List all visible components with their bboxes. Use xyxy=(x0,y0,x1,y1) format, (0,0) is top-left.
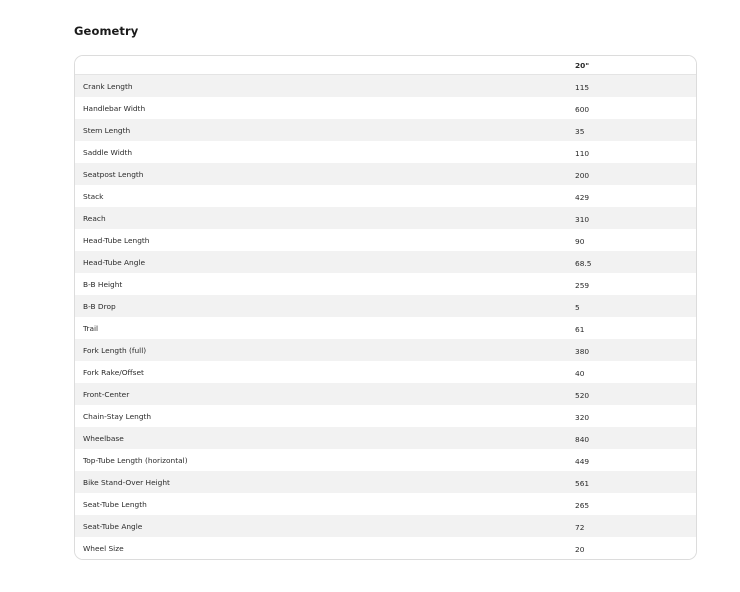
row-value: 68.5 xyxy=(575,258,592,268)
table-row xyxy=(75,229,696,251)
row-label: Head-Tube Angle xyxy=(83,257,146,267)
row-value: 35 xyxy=(575,126,585,136)
row-label: Seat-Tube Angle xyxy=(83,521,143,531)
table-row xyxy=(75,493,696,515)
row-value: 20 xyxy=(575,544,585,554)
row-value: 320 xyxy=(575,412,590,422)
row-value: 72 xyxy=(575,522,585,532)
row-value: 40 xyxy=(575,368,585,378)
row-value: 310 xyxy=(575,214,590,224)
table-row xyxy=(75,251,696,273)
table-row xyxy=(75,97,696,119)
row-label: Head-Tube Length xyxy=(83,235,150,245)
row-value: 840 xyxy=(575,434,590,444)
row-value: 449 xyxy=(575,456,590,466)
row-label: Wheel Size xyxy=(83,543,124,553)
table-row xyxy=(75,185,696,207)
row-label: Saddle Width xyxy=(83,147,133,157)
table-row xyxy=(75,317,696,339)
row-label: B-B Height xyxy=(83,279,123,289)
row-value: 429 xyxy=(575,192,590,202)
table-row xyxy=(75,383,696,405)
row-label: Fork Length (full) xyxy=(83,345,147,355)
row-label: B-B Drop xyxy=(83,301,116,311)
table-row xyxy=(75,449,696,471)
row-label: Stem Length xyxy=(83,125,131,135)
table-header-row xyxy=(75,56,696,75)
row-value: 115 xyxy=(575,82,590,92)
row-value: 265 xyxy=(575,500,590,510)
table-row xyxy=(75,537,696,559)
row-label: Seatpost Length xyxy=(83,169,144,179)
row-label: Trail xyxy=(83,323,99,333)
row-value: 90 xyxy=(575,236,585,246)
row-label: Stack xyxy=(83,191,104,201)
table-row xyxy=(75,361,696,383)
row-value: 200 xyxy=(575,170,590,180)
row-label: Seat-Tube Length xyxy=(83,499,147,509)
table-row xyxy=(75,273,696,295)
table-row xyxy=(75,515,696,537)
row-label: Top-Tube Length (horizontal) xyxy=(83,455,188,465)
table-row xyxy=(75,119,696,141)
header-size-cell: 20" xyxy=(575,60,590,70)
geometry-table xyxy=(74,55,697,560)
section-title: Geometry xyxy=(74,24,139,38)
row-value: 110 xyxy=(575,148,590,158)
table-row xyxy=(75,471,696,493)
row-label: Reach xyxy=(83,213,106,223)
row-label: Fork Rake/Offset xyxy=(83,367,144,377)
row-label: Bike Stand-Over Height xyxy=(83,477,170,487)
row-label: Front-Center xyxy=(83,389,130,399)
row-value: 380 xyxy=(575,346,590,356)
row-value: 600 xyxy=(575,104,590,114)
row-value: 561 xyxy=(575,478,590,488)
row-value: 259 xyxy=(575,280,590,290)
table-row xyxy=(75,427,696,449)
row-label: Crank Length xyxy=(83,81,133,91)
row-value: 520 xyxy=(575,390,590,400)
table-row xyxy=(75,163,696,185)
row-value: 5 xyxy=(575,302,580,312)
table-row xyxy=(75,295,696,317)
table-row xyxy=(75,75,696,97)
row-label: Wheelbase xyxy=(83,433,124,443)
table-row xyxy=(75,141,696,163)
row-label: Chain-Stay Length xyxy=(83,411,152,421)
row-label: Handlebar Width xyxy=(83,103,146,113)
table-row xyxy=(75,405,696,427)
table-row xyxy=(75,207,696,229)
row-value: 61 xyxy=(575,324,585,334)
table-row xyxy=(75,339,696,361)
